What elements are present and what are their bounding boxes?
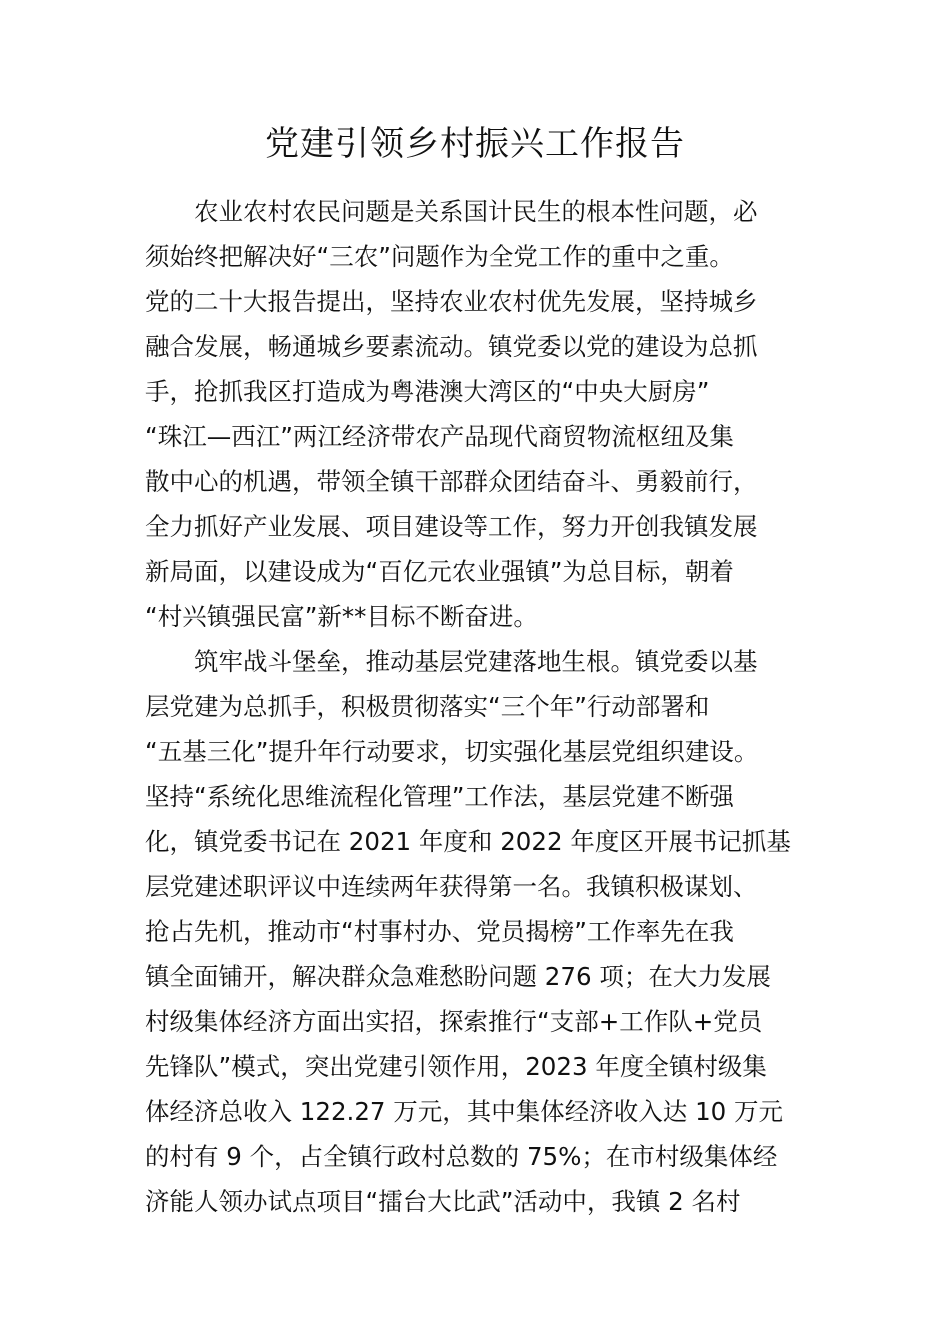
paragraph-2-line-1: 筑牢战斗堡垒，推动基层党建落地生根。镇党委以基 — [194, 647, 758, 676]
paragraph-1-line-6: “珠江—西江”两江经济带农产品现代商贸物流枢纽及集 — [145, 422, 734, 451]
paragraph-2-line-7: 抢占先机，推动市“村事村办、党员揭榜”工作率先在我 — [145, 917, 734, 946]
document-title: 党建引领乡村振兴工作报告 — [265, 124, 685, 164]
paragraph-2-line-11: 体经济总收入 122.27 万元，其中集体经济收入达 10 万元 — [145, 1097, 784, 1126]
paragraph-2-line-13: 济能人领办试点项目“擂台大比武”活动中，我镇 2 名村 — [145, 1187, 741, 1216]
paragraph-2-line-4: 坚持“系统化思维流程化管理”工作法，基层党建不断强 — [145, 782, 734, 811]
paragraph-1-line-7: 散中心的机遇，带领全镇干部群众团结奋斗、勇毅前行， — [145, 467, 758, 496]
paragraph-1-line-9: 新局面，以建设成为“百亿元农业强镇”为总目标，朝着 — [145, 557, 734, 586]
paragraph-2-line-3: “五基三化”提升年行动要求，切实强化基层党组织建设。 — [145, 737, 759, 766]
paragraph-1-line-5: 手，抢抓我区打造成为粤港澳大湾区的“中央大厨房” — [145, 377, 710, 406]
paragraph-1-line-3: 党的二十大报告提出，坚持农业农村优先发展，坚持城乡 — [145, 287, 758, 316]
paragraph-2-line-8: 镇全面铺开，解决群众急难愁盼问题 276 项；在大力发展 — [145, 962, 771, 991]
paragraph-1-line-4: 融合发展，畅通城乡要素流动。镇党委以党的建设为总抓 — [145, 332, 758, 361]
paragraph-1-line-10: “村兴镇强民富”新**目标不断奋进。 — [145, 602, 538, 631]
paragraph-2-line-2: 层党建为总抓手，积极贯彻落实“三个年”行动部署和 — [145, 692, 710, 721]
document-body — [145, 189, 815, 1224]
paragraph-2-line-12: 的村有 9 个，占全镇行政村总数的 75%；在市村级集体经 — [145, 1142, 778, 1171]
paragraph-2-line-5: 化，镇党委书记在 2021 年度和 2022 年度区开展书记抓基 — [145, 827, 791, 856]
paragraph-1-line-8: 全力抓好产业发展、项目建设等工作，努力开创我镇发展 — [145, 512, 758, 541]
paragraph-2-line-9: 村级集体经济方面出实招，探索推行“支部+工作队+党员 — [145, 1007, 763, 1036]
paragraph-1-line-1: 农业农村农民问题是关系国计民生的根本性问题，必 — [194, 197, 758, 226]
paragraph-1-line-2: 须始终把解决好“三农”问题作为全党工作的重中之重。 — [145, 242, 734, 271]
paragraph-2-line-6: 层党建述职评议中连续两年获得第一名。我镇积极谋划、 — [145, 872, 758, 901]
paragraph-2-line-10: 先锋队”模式，突出党建引领作用，2023 年度全镇村级集 — [145, 1052, 767, 1081]
